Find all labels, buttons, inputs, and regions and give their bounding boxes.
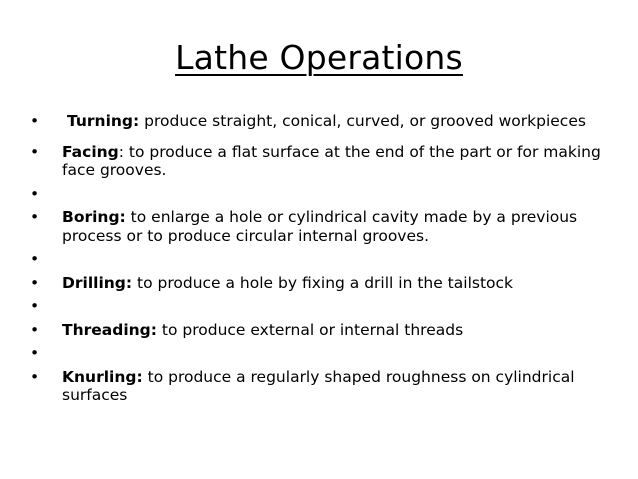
bullet-dot: • xyxy=(30,273,40,292)
slide-title-text: Lathe Operations xyxy=(175,38,463,77)
bullet-term: Threading: xyxy=(62,320,157,339)
bullet-item-empty xyxy=(30,344,620,363)
bullet-term: Facing xyxy=(62,142,119,161)
bullet-dot: • xyxy=(30,320,40,339)
bullet-item-facing xyxy=(30,143,620,180)
bullet-description: produce straight, conical, curved, or grooved workpieces xyxy=(139,112,586,130)
bullet-item-empty xyxy=(30,297,620,316)
slide-title xyxy=(0,36,638,80)
bullet-item-empty xyxy=(30,250,620,269)
bullet-term: Turning: xyxy=(67,112,140,130)
bullet-term: Boring: xyxy=(62,208,126,226)
bullet-description: to enlarge a hole or cylindrical cavity made by a previous process or to produce circular internal grooves. xyxy=(62,208,578,245)
bullet-description: to produce a hole by fixing a drill in the tailstock xyxy=(132,273,514,292)
bullet-description: : to produce a flat surface at the end of the part or for making face grooves. xyxy=(62,142,601,179)
bullet-dot: • xyxy=(30,112,40,130)
bullet-item-drilling xyxy=(30,274,620,293)
bullet-item-threading xyxy=(30,321,620,340)
bullet-item-boring xyxy=(30,208,620,245)
bullet-dot: • xyxy=(30,208,40,226)
bullet-item-knurling xyxy=(30,368,620,405)
bullet-description: to produce external or internal threads xyxy=(156,320,464,339)
bullet-item-turning xyxy=(30,112,620,131)
bullet-dot: • xyxy=(30,142,40,161)
bullet-dot: • xyxy=(30,344,40,362)
bullet-term: Knurling: xyxy=(62,367,143,386)
bullet-description: to produce a regularly shaped roughness on cylindrical surfaces xyxy=(62,367,575,404)
bullet-term: Drilling: xyxy=(62,273,133,292)
bullet-dot: • xyxy=(30,184,40,203)
bullet-item-empty xyxy=(30,185,620,204)
bullet-dot: • xyxy=(30,250,40,268)
bullet-dot: • xyxy=(30,367,40,386)
bullet-dot: • xyxy=(30,297,40,315)
bullet-list xyxy=(30,112,620,405)
